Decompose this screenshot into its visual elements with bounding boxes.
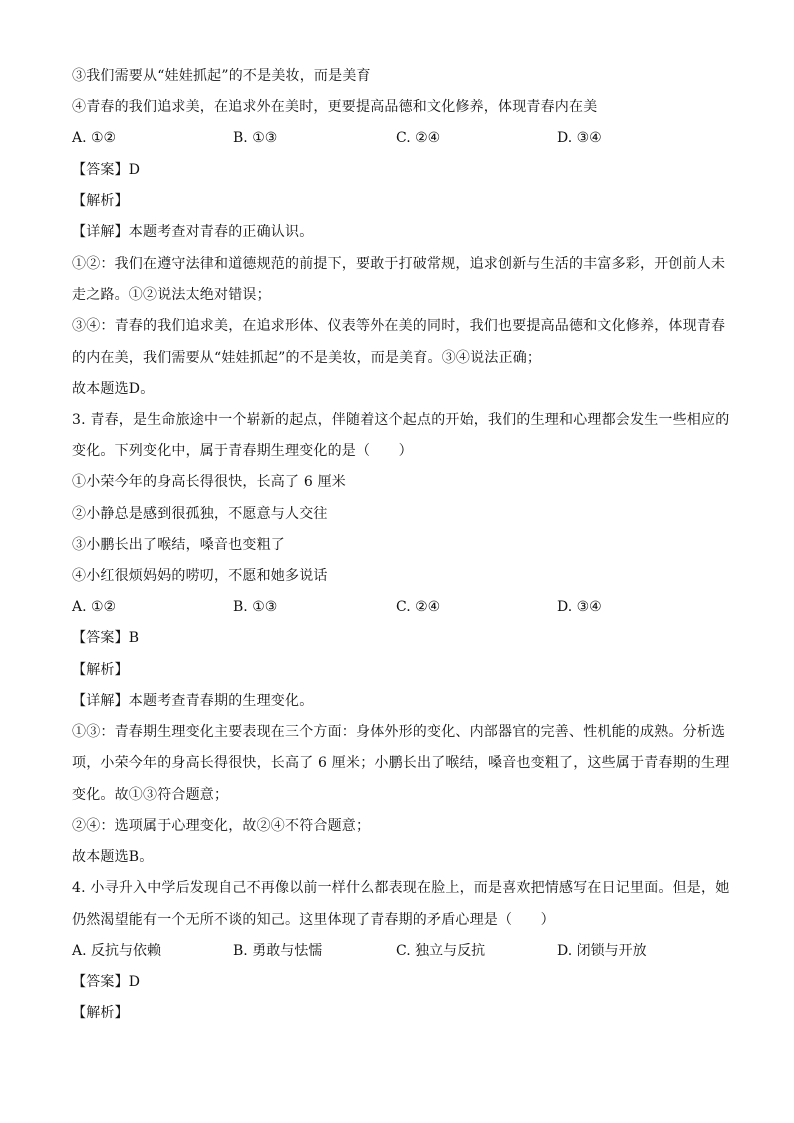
q4-analysis-heading: 【解析】 [72,1005,129,1021]
q2-detail: 【详解】本题考查对青春的正确认识。 [72,224,314,240]
q3-statement-2: ②小静总是感到很孤独，不愿意与人交往 [72,506,328,522]
q2-explanation-1-line-2: 走之路。①②说法太绝对错误； [72,287,271,303]
q3-option-c: C. ②④ [396,599,441,615]
q4-option-b: B. 勇敢与怯懦 [233,943,323,959]
q3-option-d: D. ③④ [557,599,602,615]
q3-explanation-2: ②④：选项属于心理变化，故②④不符合题意； [72,818,371,834]
q2-explanation-2-line-1: ③④：青春的我们追求美，在追求形体、仪表等外在美的同时，我们也要提高品德和文化修养，体现青春 [72,318,726,334]
q2-option-b: B. ①③ [233,130,278,146]
q2-option-d: D. ③④ [557,130,602,146]
q3-option-b: B. ①③ [233,599,278,615]
q2-analysis-heading: 【解析】 [72,193,129,209]
q4-answer: 【答案】D [72,974,141,990]
q4-option-d: D. 闭锁与开放 [557,943,647,959]
q2-conclusion: 故本题选D。 [72,381,155,397]
q3-answer: 【答案】B [72,630,140,646]
q2-option-c: C. ②④ [396,130,441,146]
q3-conclusion: 故本题选B。 [72,849,154,865]
q2-option-a: A. ①② [72,130,117,146]
q4-stem-line-1: 4. 小寻升入中学后发现自己不再像以前一样什么都表现在脸上，而是喜欢把情感写在日记里面。但是，她 [72,880,730,896]
q4-option-c: C. 独立与反抗 [396,943,486,959]
q3-analysis-heading: 【解析】 [72,662,129,678]
q3-option-a: A. ①② [72,599,117,615]
q3-statement-3: ③小鹏长出了喉结，嗓音也变粗了 [72,537,285,553]
q3-explanation-1-line-2: 项，小荣今年的身高长得很快，长高了 6 厘米；小鹏长出了喉结，嗓音也变粗了，这些属于青春期的生理 [72,755,730,771]
q4-stem-line-2: 仍然渴望能有一个无所不谈的知己。这里体现了青春期的矛盾心理是（ ） [72,912,555,928]
q2-statement-3: ③我们需要从“娃娃抓起”的不是美妆，而是美育 [72,68,371,84]
q3-explanation-1-line-1: ①③：青春期生理变化主要表现在三个方面：身体外形的变化、内部器官的完善、性机能的成熟。分析选 [72,724,726,740]
q2-answer: 【答案】D [72,162,141,178]
q3-stem-line-1: 3. 青春，是生命旅途中一个崭新的起点，伴随着这个起点的开始，我们的生理和心理都会发生一些相应的 [72,412,730,428]
q3-statement-4: ④小红很烦妈妈的唠叨，不愿和她多说话 [72,568,328,584]
q4-option-a: A. 反抗与依赖 [72,943,162,959]
q2-explanation-1-line-1: ①②：我们在遵守法律和道德规范的前提下，要敢于打破常规，追求创新与生活的丰富多彩，开创前人未 [72,256,726,272]
q3-statement-1: ①小荣今年的身高长得很快，长高了 6 厘米 [72,474,347,490]
q2-statement-4: ④青春的我们追求美，在追求外在美时，更要提高品德和文化修养，体现青春内在美 [72,99,598,115]
q3-stem-line-2: 变化。下列变化中，属于青春期生理变化的是（ ） [72,443,413,459]
q3-detail: 【详解】本题考查青春期的生理变化。 [72,693,314,709]
q3-explanation-1-line-3: 变化。故①③符合题意； [72,787,229,803]
q2-explanation-2-line-2: 的内在美，我们需要从“娃娃抓起”的不是美妆，而是美育。③④说法正确； [72,350,542,366]
